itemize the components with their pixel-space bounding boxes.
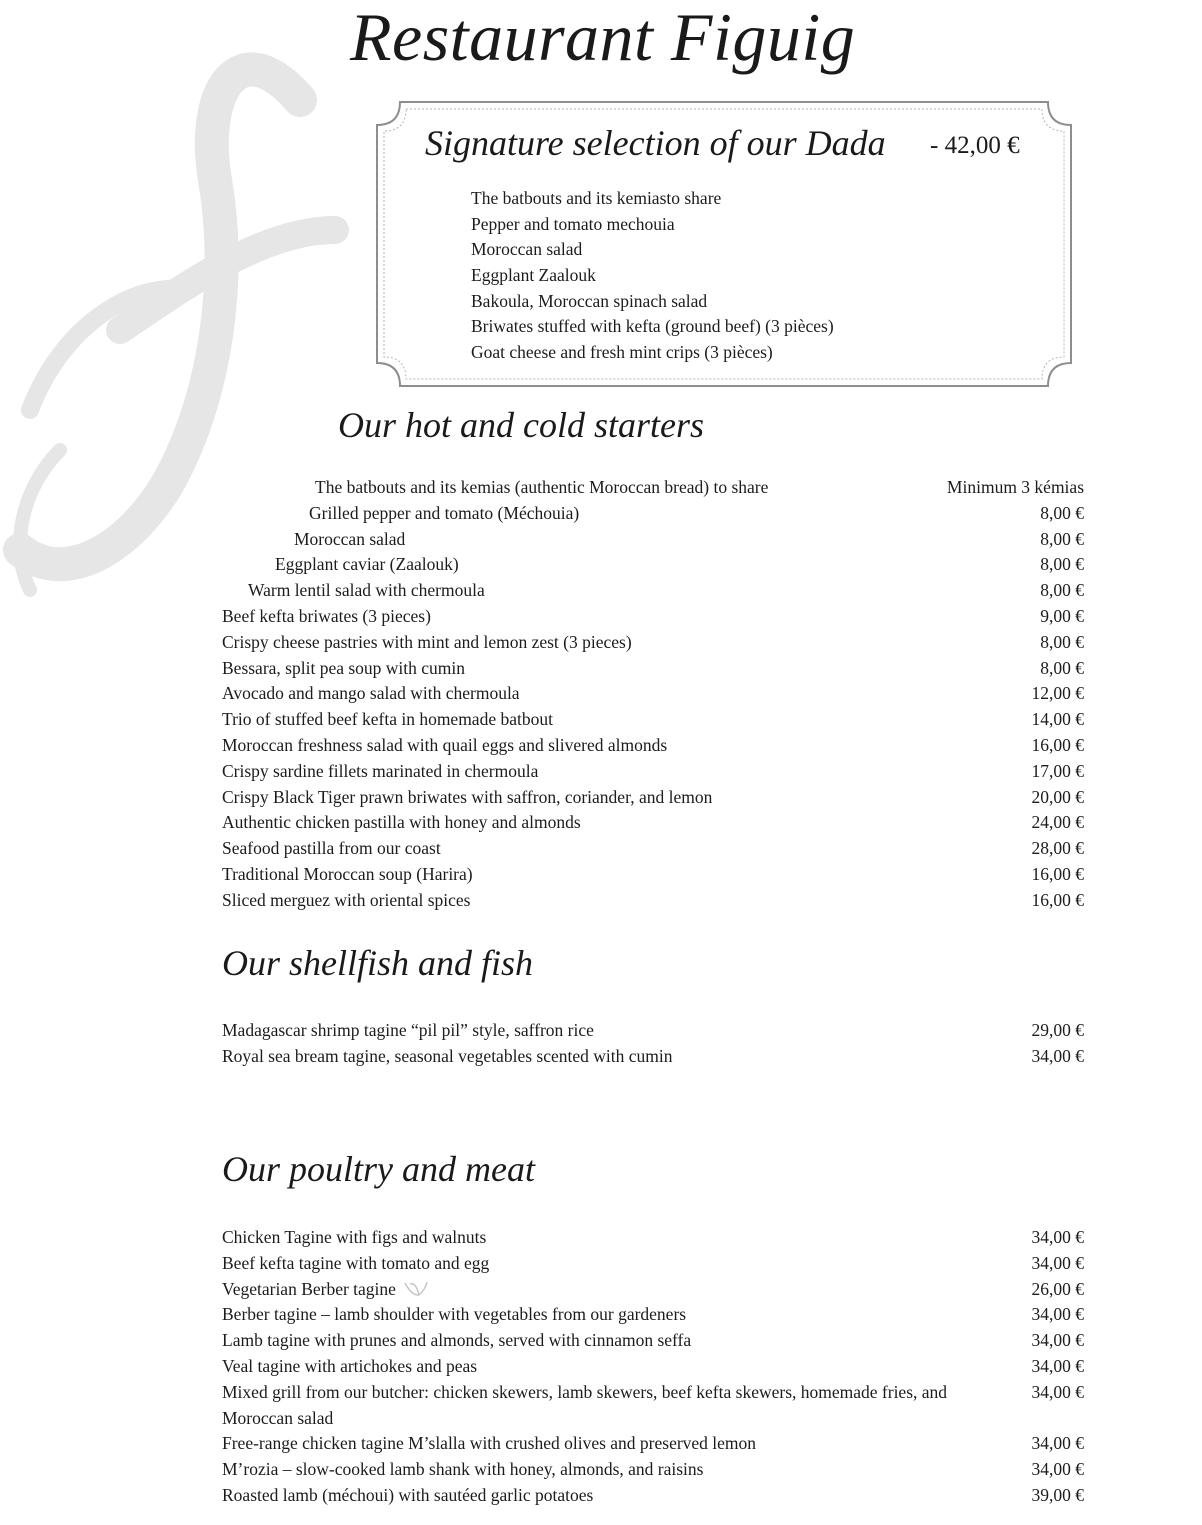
menu-item <box>222 1044 1084 1070</box>
fish-title: Our shellfish and fish <box>222 943 534 983</box>
item-price: 34,00 € <box>1031 1304 1084 1325</box>
menu-item <box>222 1380 1084 1432</box>
item-name: Moroccan salad <box>294 528 406 549</box>
menu-item <box>222 810 1084 836</box>
item-name: Trio of stuffed beef kefta in homemade batbout <box>222 709 553 730</box>
item-name: Eggplant caviar (Zaalouk) <box>275 554 459 575</box>
signature-price: - 42,00 € <box>930 132 1020 159</box>
menu-item <box>222 733 1084 759</box>
item-price: 16,00 € <box>1031 863 1084 884</box>
item-price: 34,00 € <box>1031 1381 1084 1402</box>
item-name: Traditional Moroccan soup (Harira) <box>222 863 473 884</box>
item-name: Avocado and mango salad with chermoula <box>222 683 520 704</box>
menu-item <box>222 1483 1084 1509</box>
item-name: Lamb tagine with prunes and almonds, served with cinnamon seffa <box>222 1330 692 1351</box>
item-name: Royal sea bream tagine, seasonal vegetables scented with cumin <box>222 1045 673 1066</box>
item-price: 14,00 € <box>1031 709 1084 730</box>
menu-item <box>222 527 1084 553</box>
menu-item <box>222 475 1084 501</box>
signature-item: Goat cheese and fresh mint crips (3 pièces) <box>471 342 773 363</box>
item-name: Sliced merguez with oriental spices <box>222 889 471 910</box>
item-name: Roasted lamb (méchoui) with sautéed garlic potatoes <box>222 1484 594 1505</box>
item-price: 29,00 € <box>1031 1020 1084 1040</box>
item-name: Chicken Tagine with figs and walnuts <box>222 1227 487 1247</box>
item-name: Crispy Black Tiger prawn briwates with saffron, coriander, and lemon <box>222 786 713 807</box>
item-name: M’rozia – slow-cooked lamb shank with honey, almonds, and raisins <box>222 1459 704 1480</box>
menu-item <box>222 1251 1084 1277</box>
signature-item: Eggplant Zaalouk <box>471 265 596 286</box>
menu-item <box>222 862 1084 888</box>
item-price: 8,00 € <box>1040 502 1084 523</box>
item-price: 8,00 € <box>1040 528 1084 549</box>
menu-item <box>222 656 1084 682</box>
item-price: 34,00 € <box>1031 1252 1084 1273</box>
menu-item <box>222 836 1084 862</box>
item-name: The batbouts and its kemias (authentic Moroccan bread) to share <box>315 477 769 497</box>
item-price: 16,00 € <box>1031 889 1084 910</box>
starters-list <box>222 475 1084 914</box>
item-name: Grilled pepper and tomato (Méchouia) <box>309 502 580 523</box>
item-price: 34,00 € <box>1031 1330 1084 1351</box>
item-price: 9,00 € <box>1040 605 1084 626</box>
item-name: Free-range chicken tagine M’slalla with crushed olives and preserved lemon <box>222 1433 757 1454</box>
menu-item <box>222 759 1084 785</box>
item-price: 34,00 € <box>1031 1045 1084 1066</box>
menu-item <box>222 1328 1084 1354</box>
item-price: 24,00 € <box>1031 812 1084 833</box>
item-name: Crispy cheese pastries with mint and lemon zest (3 pieces) <box>222 631 632 652</box>
item-price: 34,00 € <box>1031 1227 1084 1247</box>
item-name: Seafood pastilla from our coast <box>222 838 441 859</box>
menu-item <box>222 888 1084 914</box>
signature-item: Moroccan salad <box>471 239 583 260</box>
item-name: Veal tagine with artichokes and peas <box>222 1355 478 1376</box>
signature-list <box>471 186 834 366</box>
item-price: 34,00 € <box>1031 1459 1084 1480</box>
menu-item <box>222 1225 1084 1251</box>
item-price: 26,00 € <box>1031 1278 1084 1299</box>
item-name: Beef kefta tagine with tomato and egg <box>222 1252 490 1273</box>
item-name: Vegetarian Berber tagine <box>222 1278 396 1299</box>
menu-item <box>222 604 1084 630</box>
signature-title: Signature selection of our Dada <box>425 123 886 163</box>
signature-item: Bakoula, Moroccan spinach salad <box>471 290 708 311</box>
item-name: Madagascar shrimp tagine “pil pil” style, saffron rice <box>222 1020 594 1040</box>
item-name: Warm lentil salad with chermoula <box>248 580 485 601</box>
item-price: 16,00 € <box>1031 734 1084 755</box>
meat-title: Our poultry and meat <box>222 1149 535 1189</box>
item-price: 8,00 € <box>1040 580 1084 601</box>
meat-list <box>222 1225 1084 1509</box>
menu-item <box>222 707 1084 733</box>
item-name: Beef kefta briwates (3 pieces) <box>222 605 431 626</box>
item-price: 39,00 € <box>1031 1484 1084 1505</box>
restaurant-title: Restaurant Figuig <box>350 0 856 75</box>
menu-item <box>222 501 1084 527</box>
signature-item: Briwates stuffed with kefta (ground beef) (3 pièces) <box>471 316 834 337</box>
menu-item <box>222 630 1084 656</box>
item-price: Minimum 3 kémias <box>946 477 1084 497</box>
item-price: 28,00 € <box>1031 838 1084 859</box>
vegetarian-leaf-icon <box>402 1280 430 1298</box>
menu-item <box>222 578 1084 604</box>
item-price: 20,00 € <box>1031 786 1084 807</box>
item-price: 12,00 € <box>1031 683 1084 704</box>
item-price: 17,00 € <box>1031 760 1084 781</box>
menu-item <box>222 1354 1084 1380</box>
item-price: 8,00 € <box>1040 657 1084 678</box>
menu-item <box>222 1431 1084 1457</box>
item-name: Authentic chicken pastilla with honey and almonds <box>222 812 581 833</box>
item-name: Moroccan freshness salad with quail eggs and slivered almonds <box>222 734 668 755</box>
menu-item <box>222 1457 1084 1483</box>
menu-item <box>222 552 1084 578</box>
item-price: 8,00 € <box>1040 631 1084 652</box>
menu-item <box>222 1277 1084 1303</box>
signature-item: The batbouts and its kemiasto share <box>471 188 722 208</box>
item-name: Berber tagine – lamb shoulder with vegetables from our gardeners <box>222 1304 687 1325</box>
starters-title: Our hot and cold starters <box>338 405 705 445</box>
menu-item <box>222 1018 1084 1044</box>
item-name: Mixed grill from our butcher: chicken skewers, lamb skewers, beef kefta skewers, homemade fries, and Moroccan salad <box>222 1381 948 1428</box>
item-price: 34,00 € <box>1031 1433 1084 1454</box>
menu-item <box>222 681 1084 707</box>
item-price: 34,00 € <box>1031 1355 1084 1376</box>
item-price: 8,00 € <box>1040 554 1084 575</box>
item-name: Bessara, split pea soup with cumin <box>222 657 466 678</box>
signature-item: Pepper and tomato mechouia <box>471 213 675 234</box>
fish-list <box>222 1018 1084 1070</box>
item-name: Crispy sardine fillets marinated in chermoula <box>222 760 539 781</box>
menu-item <box>222 785 1084 811</box>
menu-item <box>222 1302 1084 1328</box>
